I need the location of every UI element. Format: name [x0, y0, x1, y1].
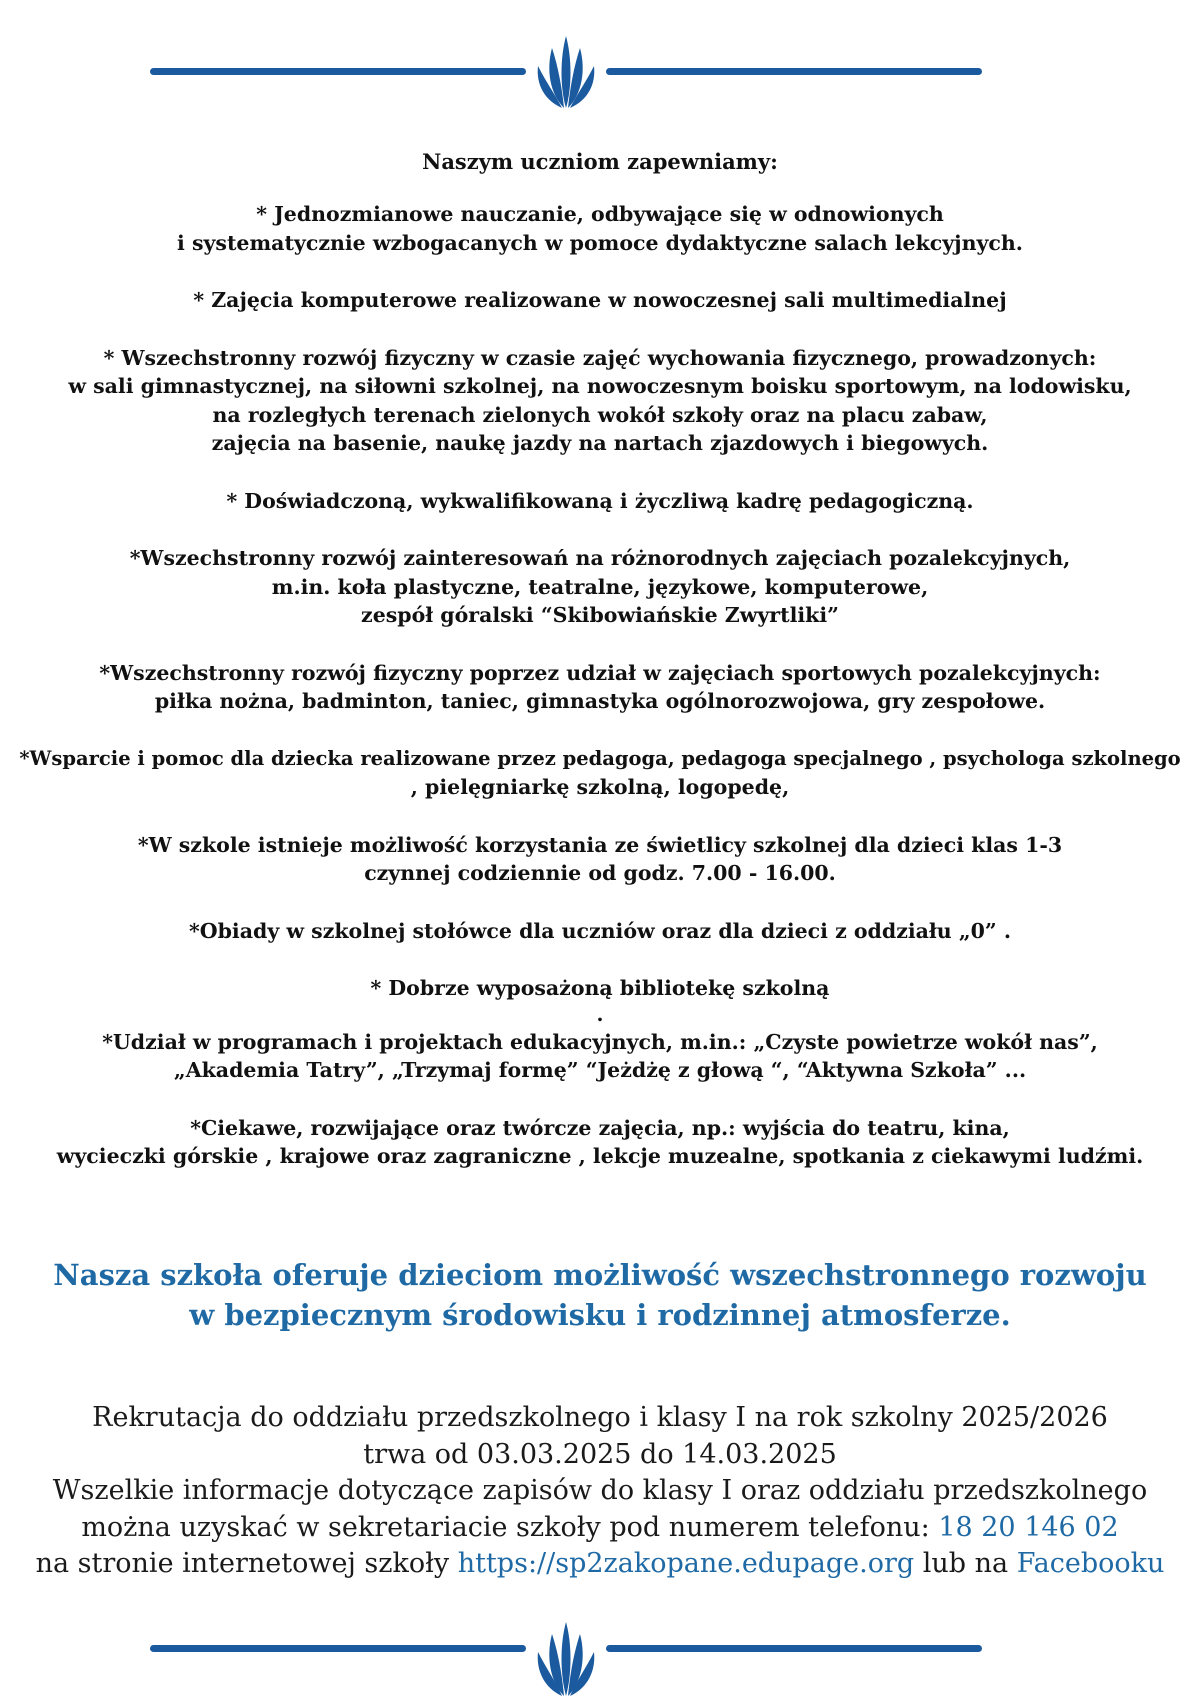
- recruitment-dates: trwa od 03.03.2025 do 14.03.2025: [363, 1438, 837, 1470]
- leaf-ornament-icon: [150, 30, 1070, 110]
- list-item-line: * Doświadczoną, wykwalifikowaną i życzliwą kadrę pedagogiczną.: [226, 488, 974, 513]
- list-item-line: „Akademia Tatry”, „Trzymaj formę” “Jeżdżę z głową “, “Aktywna Szkoła” ...: [173, 1058, 1027, 1082]
- list-item-line: wycieczki górskie , krajowe oraz zagraniczne , lekcje muzealne, spotkania z ciekawymi ludźmi.: [56, 1144, 1144, 1168]
- connector-text: lub na: [922, 1548, 1009, 1579]
- list-item-line: m.in. koła plastyczne, teatralne, językowe, komputerowe,: [271, 574, 929, 599]
- recruitment-line: Wszelkie informacje dotyczące zapisów do klasy I oraz oddziału przedszkolnego: [52, 1475, 1148, 1506]
- highlight-line: w bezpiecznym środowisku i rodzinnej atmosferze.: [189, 1298, 1011, 1332]
- list-item-line: * Wszechstronny rozwój fizyczny w czasie zajęć wychowania fizycznego, prowadzonych:: [103, 345, 1097, 370]
- highlight-line: Nasza szkoła oferuje dzieciom możliwość wszechstronnego rozwoju: [53, 1258, 1147, 1292]
- school-website-link[interactable]: https://sp2zakopane.edupage.org: [457, 1548, 915, 1579]
- top-ornament-divider: [150, 30, 1070, 100]
- list-item-line: *Wsparcie i pomoc dla dziecka realizowane przez pedagoga, pedagoga specjalnego , psychologa szkolnego: [19, 746, 1181, 770]
- list-item: [0, 200, 1200, 257]
- benefits-section: [0, 148, 1200, 1200]
- facebook-link[interactable]: Facebooku: [1016, 1548, 1165, 1579]
- list-item-line: * Dobrze wyposażoną bibliotekę szkolną: [370, 976, 830, 1000]
- list-item: [0, 544, 1200, 630]
- list-item: [0, 286, 1200, 315]
- list-item-line: *W szkole istnieje możliwość korzystania ze świetlicy szkolnej dla dzieci klas 1-3: [137, 832, 1063, 857]
- list-item-line: zespół góralski “Skibowiańskie Zwyrtliki”: [361, 603, 839, 627]
- list-item: [0, 745, 1200, 802]
- recruitment-web-line: [0, 1546, 1200, 1583]
- list-item-line: czynnej codziennie od godz. 7.00 - 16.00.: [364, 861, 836, 885]
- contact-prefix: można uzyskać w sekretariacie szkoły pod numerem telefonu:: [81, 1511, 930, 1543]
- list-item: [0, 917, 1200, 946]
- list-item-line: *Ciekawe, rozwijające oraz twórcze zajęcia, np.: wyjścia do teatru, kina,: [190, 1115, 1010, 1140]
- list-item: [0, 974, 1200, 1003]
- list-item-line: *Udział w programach i projektach edukacyjnych, m.in.: „Czyste powietrze wokół nas”,: [102, 1029, 1098, 1054]
- list-item: [0, 487, 1200, 516]
- phone-number[interactable]: 18 20 146 02: [938, 1511, 1119, 1543]
- school-offer-highlight: [0, 1255, 1200, 1335]
- recruitment-info: [0, 1400, 1200, 1583]
- list-item-line: *Wszechstronny rozwój zainteresowań na różnorodnych zajęciach pozalekcyjnych,: [129, 546, 1071, 570]
- list-item: [0, 659, 1200, 716]
- list-item-line: na rozległych terenach zielonych wokół szkoły oraz na placu zabaw,: [212, 402, 988, 427]
- bottom-ornament-divider: [150, 1616, 1070, 1686]
- list-item: [0, 1114, 1200, 1171]
- leaf-ornament-icon: [150, 1616, 1070, 1697]
- list-item: [0, 831, 1200, 888]
- web-prefix: na stronie internetowej szkoły: [35, 1548, 450, 1579]
- recruitment-contact-line: [0, 1510, 1200, 1547]
- list-item-line: zajęcia na basenie, naukę jazdy na nartach zjazdowych i biegowych.: [211, 431, 989, 455]
- list-item-line: i systematycznie wzbogacanych w pomoce dydaktyczne salach lekcyjnych.: [177, 230, 1023, 255]
- list-item-line: , pielęgniarkę szkolną, logopedę,: [410, 775, 790, 799]
- stray-dot: .: [596, 1001, 604, 1026]
- list-item: [0, 1028, 1200, 1085]
- list-item-line: piłka nożna, badminton, taniec, gimnastyka ogólnorozwojowa, gry zespołowe.: [154, 689, 1046, 713]
- recruitment-line: Rekrutacja do oddziału przedszkolnego i klasy I na rok szkolny 2025/2026: [92, 1402, 1108, 1433]
- list-item-line: * Zajęcia komputerowe realizowane w nowoczesnej sali multimedialnej: [193, 288, 1007, 312]
- list-item: [0, 344, 1200, 458]
- list-item-line: *Wszechstronny rozwój fizyczny poprzez udział w zajęciach sportowych pozalekcyjnych:: [99, 660, 1101, 685]
- list-item-line: * Jednozmianowe nauczanie, odbywające się w odnowionych: [256, 202, 944, 226]
- list-item-line: w sali gimnastycznej, na siłowni szkolnej, na nowoczesnym boisku sportowym, na lodowisku,: [68, 374, 1132, 398]
- section-heading: Naszym uczniom zapewniamy:: [422, 149, 778, 174]
- list-item-line: *Obiady w szkolnej stołówce dla uczniów oraz dla dzieci z oddziału „0” .: [189, 918, 1011, 943]
